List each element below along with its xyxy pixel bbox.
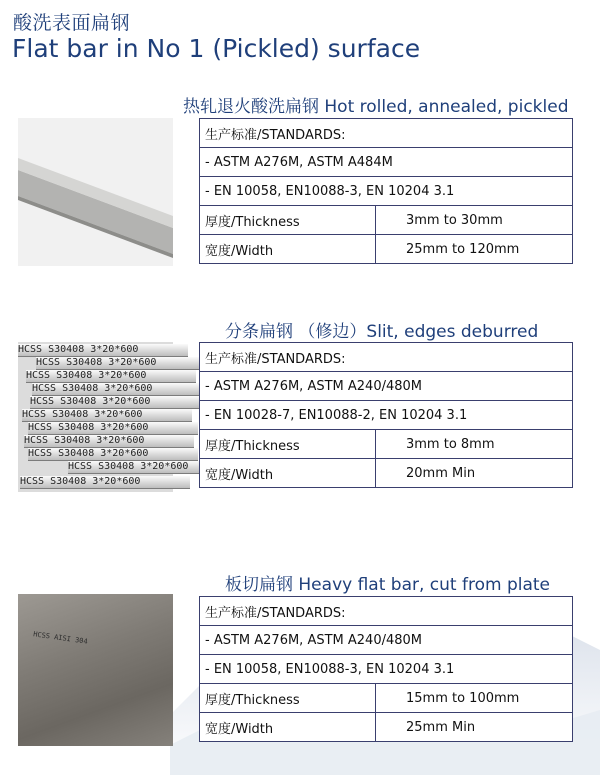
strip-marking: HCSS S30408 3*20*600 <box>32 383 202 396</box>
thickness-value: 3mm to 30mm <box>406 212 503 228</box>
page-title-en: Flat bar in No 1 (Pickled) surface <box>12 34 421 63</box>
plate-marking: HCSS AISI 304 <box>32 630 89 646</box>
standards-label: 生产标准/STANDARDS: <box>205 127 346 143</box>
standard-line: - ASTM A276M, ASTM A484M <box>205 154 393 170</box>
strip-marking: HCSS S30408 3*20*600 <box>24 435 194 448</box>
standard-line: - EN 10058, EN10088-3, EN 10204 3.1 <box>205 661 455 677</box>
page-title-cn: 酸洗表面扁钢 <box>13 12 131 34</box>
section-title-heavy-plate: 板切扁钢 Heavy flat bar, cut from plate <box>225 575 551 595</box>
strip-marking: HCSS S30408 3*20*600 <box>30 396 200 409</box>
section-title-slit: 分条扁钢 （修边）Slit, edges deburred <box>225 322 539 342</box>
standard-line: - ASTM A276M, ASTM A240/480M <box>205 378 422 394</box>
thickness-value: 3mm to 8mm <box>406 436 495 452</box>
thickness-label: 厚度/Thickness <box>200 206 376 234</box>
thickness-label: 厚度/Thickness <box>200 430 376 458</box>
thickness-value: 15mm to 100mm <box>406 690 520 706</box>
strip-marking: HCSS S30408 3*20*600 <box>22 409 192 422</box>
spec-table-heavy-plate <box>199 596 573 742</box>
standards-label: 生产标准/STANDARDS: <box>205 605 346 621</box>
width-value: 25mm to 120mm <box>406 241 520 257</box>
standard-line: - ASTM A276M, ASTM A240/480M <box>205 632 422 648</box>
strip-marking: HCSS S30408 3*20*600 <box>26 370 196 383</box>
strip-marking: HCSS S30408 3*20*600 <box>28 422 198 435</box>
spec-table-slit <box>199 342 573 488</box>
width-value: 20mm Min <box>406 465 476 481</box>
width-label: 宽度/Width <box>200 235 376 263</box>
strip-marking: HCSS S30408 3*20*600 <box>36 357 206 370</box>
spec-table-hot-rolled <box>199 118 573 264</box>
strip-marking: HCSS S30408 3*20*600 <box>28 448 198 461</box>
photo-heavy-plate <box>18 594 173 746</box>
width-value: 25mm Min <box>406 719 476 735</box>
strip-marking: HCSS S30408 3*20*600 <box>68 461 238 474</box>
standard-line: - EN 10028-7, EN10088-2, EN 10204 3.1 <box>205 407 468 423</box>
standard-line: - EN 10058, EN10088-3, EN 10204 3.1 <box>205 183 455 199</box>
strip-marking: HCSS S30408 3*20*600 <box>18 344 188 357</box>
photo-flat-bar <box>18 118 173 266</box>
standards-label: 生产标准/STANDARDS: <box>205 351 346 367</box>
width-label: 宽度/Width <box>200 459 376 487</box>
thickness-label: 厚度/Thickness <box>200 684 376 712</box>
width-label: 宽度/Width <box>200 713 376 741</box>
strip-marking: HCSS S30408 3*20*600 <box>20 476 190 489</box>
section-title-hot-rolled: 热轧退火酸洗扁钢 Hot rolled, annealed, pickled <box>183 97 569 117</box>
photo-slit-strips <box>18 342 189 492</box>
